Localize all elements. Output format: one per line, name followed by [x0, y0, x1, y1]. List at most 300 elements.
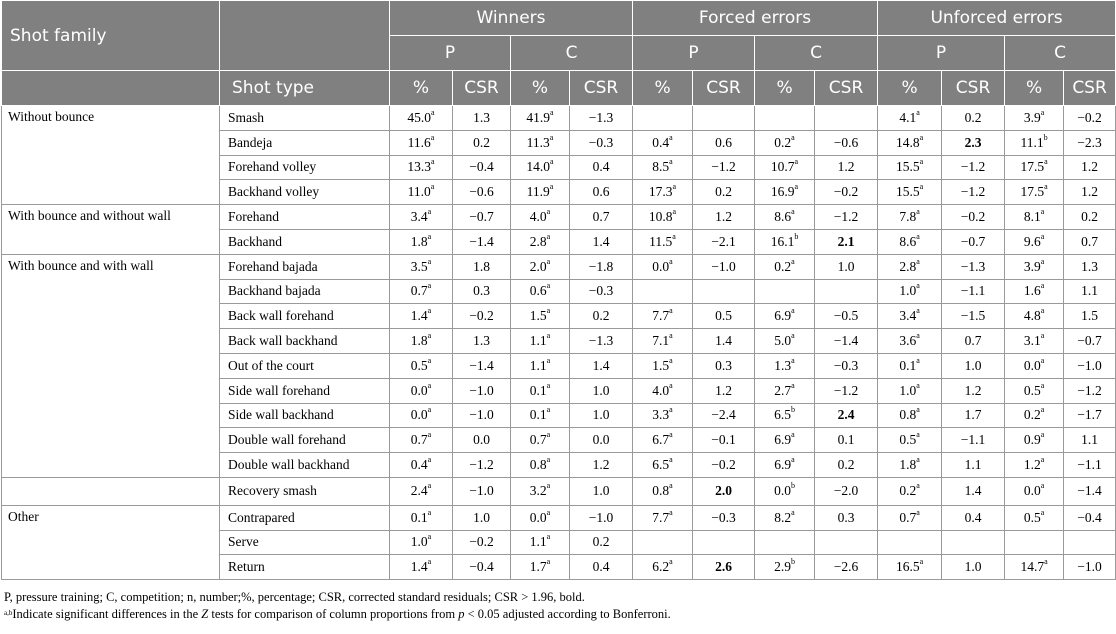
header-blank: [2, 71, 220, 106]
cell-value: 1.5: [1081, 308, 1098, 324]
cell-value: 0.2: [1081, 209, 1098, 225]
percent-cell: [633, 453, 693, 478]
cell-value: 0.0: [410, 407, 428, 423]
cell-value: 6.5: [652, 457, 670, 473]
cell-value: 1.2: [1081, 184, 1098, 200]
cell-value: 16.9: [770, 184, 795, 200]
cell-value: 15.5: [895, 184, 920, 200]
cell-value: −1.0: [469, 407, 494, 423]
percent-cell: [755, 453, 815, 478]
percent-cell: [390, 155, 453, 180]
percent-cell: [878, 155, 942, 180]
note-text-b: tests for comparison of column proportions from: [208, 607, 459, 622]
significance-letter: a: [669, 331, 673, 341]
percent-cell: [633, 530, 693, 555]
csr-cell: [1064, 555, 1116, 580]
percent-cell: [633, 353, 693, 378]
cell-value: 13.3: [407, 159, 432, 175]
winners-p-header: P: [390, 36, 511, 71]
cell-value: −0.2: [960, 209, 986, 225]
significance-letter: a: [431, 157, 435, 167]
percent-cell: [1005, 378, 1064, 403]
csr-cell: [1064, 477, 1116, 505]
cell-value: −0.5: [833, 308, 859, 324]
csr-cell: [815, 378, 878, 403]
significant-value: 2.4: [837, 407, 855, 423]
percent-cell: [878, 229, 942, 254]
cell-value: 0.2: [774, 134, 792, 150]
significance-letter: a: [1040, 355, 1045, 365]
percent-cell: [1005, 403, 1064, 428]
percent-cell: [1005, 254, 1064, 279]
cell-value: −1.4: [833, 333, 859, 349]
csr-cell: [453, 304, 511, 329]
metric-percent-header: %: [1005, 71, 1064, 106]
csr-cell: [693, 555, 755, 580]
csr-cell: [570, 428, 633, 453]
cell-value: 15.5: [895, 159, 920, 175]
percent-cell: [1005, 155, 1064, 180]
percent-cell: [390, 505, 453, 530]
cell-value: 1.1: [964, 457, 982, 473]
significance-letter: a: [546, 306, 551, 316]
percent-cell: [878, 403, 942, 428]
cell-value: 6.9: [774, 308, 792, 324]
csr-cell: [453, 205, 511, 230]
significance-letter: a: [549, 132, 554, 142]
cell-value: 0.3: [473, 283, 490, 299]
cell-value: 0.7: [410, 432, 428, 448]
metric-percent-header: %: [878, 71, 942, 106]
csr-cell: [1064, 106, 1116, 131]
cell-value: 0.0: [652, 258, 670, 274]
cell-value: 7.8: [899, 209, 917, 225]
cell-value: 0.1: [529, 382, 547, 398]
cell-value: 1.0: [410, 534, 428, 550]
cell-value: −1.2: [960, 159, 986, 175]
percent-cell: [633, 205, 693, 230]
winners-c-header: C: [511, 36, 633, 71]
significance-letter: a: [916, 507, 920, 517]
percent-cell: [633, 378, 693, 403]
significance-letter: a: [427, 355, 432, 365]
percent-cell: [390, 477, 453, 505]
significance-letter: a: [916, 107, 920, 117]
cell-value: 0.0: [410, 382, 428, 398]
significance-letter: a: [546, 557, 551, 567]
percent-cell: [511, 555, 570, 580]
csr-cell: [570, 304, 633, 329]
cell-value: −1.7: [1077, 407, 1102, 423]
forced-c-header: C: [755, 36, 878, 71]
significant-value: 2.1: [837, 233, 855, 249]
cell-value: 0.2: [837, 457, 855, 473]
cell-value: 0.0: [1023, 357, 1041, 373]
cell-value: 11.3: [526, 134, 550, 150]
shot-type-cell: Back wall forehand: [220, 304, 390, 329]
cell-value: −0.6: [833, 134, 859, 150]
percent-cell: [511, 403, 570, 428]
percent-cell: [755, 130, 815, 155]
significance-letter: a: [546, 481, 551, 491]
cell-value: −1.2: [711, 159, 736, 175]
percent-cell: [755, 229, 815, 254]
csr-cell: [815, 453, 878, 478]
percent-cell: [390, 403, 453, 428]
percent-cell: [511, 353, 570, 378]
significance-letter: a: [916, 331, 920, 341]
cell-value: −1.1: [960, 283, 986, 299]
significance-letter: a: [546, 507, 551, 517]
csr-cell: [693, 530, 755, 555]
percent-cell: [511, 155, 570, 180]
significance-letter: a: [427, 256, 432, 266]
cell-value: 1.2: [964, 382, 982, 398]
significance-letter: a: [430, 182, 435, 192]
percent-cell: [390, 378, 453, 403]
cell-value: 0.4: [652, 134, 670, 150]
note-z: Z: [201, 607, 209, 622]
note-text-c: < 0.05 adjusted according to Bonferroni.: [464, 607, 671, 622]
percent-cell: [755, 555, 815, 580]
percent-cell: [511, 106, 570, 131]
cell-value: −1.2: [469, 457, 494, 473]
percent-cell: [878, 378, 942, 403]
metric-csr-header: CSR: [570, 71, 633, 106]
csr-cell: [453, 353, 511, 378]
cell-value: 7.7: [652, 509, 670, 525]
cell-value: −1.0: [711, 258, 736, 274]
csr-cell: [1064, 353, 1116, 378]
significant-value: 2.0: [715, 483, 732, 499]
cell-value: 1.8: [410, 333, 428, 349]
cell-value: −1.3: [588, 333, 614, 349]
cell-value: 4.0: [652, 382, 670, 398]
csr-cell: [942, 304, 1005, 329]
table-row: [2, 505, 1116, 530]
cell-value: 1.6: [1023, 283, 1041, 299]
cell-value: −1.3: [588, 109, 614, 125]
cell-value: 0.2: [592, 534, 610, 550]
percent-cell: [633, 130, 693, 155]
csr-cell: [942, 378, 1005, 403]
significance-letter: b: [790, 405, 795, 415]
cell-value: 0.0: [1023, 483, 1041, 499]
csr-cell: [453, 477, 511, 505]
csr-cell: [693, 180, 755, 205]
csr-cell: [693, 378, 755, 403]
percent-cell: [755, 254, 815, 279]
cell-value: 2.0: [529, 258, 547, 274]
percent-cell: [633, 279, 693, 304]
significance-letter: a: [669, 157, 673, 167]
cell-value: 6.2: [652, 559, 670, 575]
significance-letter: a: [669, 507, 673, 517]
metric-csr-header: CSR: [453, 71, 511, 106]
cell-value: −0.3: [833, 357, 859, 373]
csr-cell: [942, 106, 1005, 131]
percent-cell: [511, 229, 570, 254]
cell-value: 0.5: [715, 308, 732, 324]
cell-value: 0.7: [592, 209, 610, 225]
percent-cell: [633, 229, 693, 254]
cell-value: 0.2: [774, 258, 792, 274]
significance-letter: a: [916, 355, 920, 365]
csr-cell: [942, 229, 1005, 254]
percent-cell: [511, 505, 570, 530]
percent-cell: [390, 530, 453, 555]
csr-cell: [1064, 279, 1116, 304]
cell-value: 6.7: [652, 432, 670, 448]
cell-value: 14.7: [1020, 559, 1045, 575]
shot-type-cell: Backhand volley: [220, 180, 390, 205]
percent-cell: [755, 505, 815, 530]
cell-value: 2.8: [529, 233, 547, 249]
percent-cell: [755, 279, 815, 304]
percent-cell: [633, 477, 693, 505]
csr-cell: [1064, 329, 1116, 354]
percent-cell: [878, 353, 942, 378]
cell-value: −0.1: [711, 432, 736, 448]
percent-cell: [390, 205, 453, 230]
shot-type-cell: Backhand bajada: [220, 279, 390, 304]
percent-cell: [511, 453, 570, 478]
cell-value: 1.2: [837, 159, 855, 175]
header-row-metrics: [2, 71, 1116, 106]
csr-cell: [815, 403, 878, 428]
significance-letter: a: [672, 231, 676, 241]
percent-cell: [390, 229, 453, 254]
percent-cell: [1005, 329, 1064, 354]
shot-type-cell: Backhand: [220, 229, 390, 254]
cell-value: 3.6: [899, 333, 917, 349]
metric-csr-header: CSR: [1064, 71, 1116, 106]
csr-cell: [570, 530, 633, 555]
percent-cell: [390, 106, 453, 131]
cell-value: 3.9: [1023, 258, 1041, 274]
significance-letter: a: [427, 455, 432, 465]
cell-value: 17.5: [1020, 184, 1045, 200]
significance-letter: a: [1040, 507, 1045, 517]
cell-value: 0.1: [529, 407, 547, 423]
significance-letter: a: [431, 107, 435, 117]
cell-value: 1.0: [592, 382, 610, 398]
csr-cell: [815, 555, 878, 580]
cell-value: 8.2: [774, 509, 792, 525]
percent-cell: [390, 254, 453, 279]
cell-value: 0.8: [529, 457, 547, 473]
percent-cell: [878, 505, 942, 530]
metric-csr-header: CSR: [942, 71, 1005, 106]
significance-letter: a: [1040, 331, 1045, 341]
percent-cell: [878, 205, 942, 230]
shot-family-cell: With bounce and without wall: [2, 205, 220, 255]
cell-value: 1.2: [715, 209, 732, 225]
percent-cell: [390, 329, 453, 354]
csr-cell: [570, 254, 633, 279]
csr-cell: [1064, 378, 1116, 403]
csr-cell: [693, 155, 755, 180]
cell-value: 7.1: [652, 333, 670, 349]
percent-cell: [511, 130, 570, 155]
cell-value: 0.7: [410, 283, 428, 299]
percent-cell: [1005, 180, 1064, 205]
significance-letter: a: [546, 405, 551, 415]
significance-letter: a: [916, 207, 920, 217]
cell-value: 1.0: [837, 258, 855, 274]
shot-type-cell: Side wall forehand: [220, 378, 390, 403]
percent-cell: [633, 304, 693, 329]
shot-type-cell: Contrapared: [220, 505, 390, 530]
cell-value: 11.6: [407, 134, 431, 150]
cell-value: 0.5: [1023, 509, 1041, 525]
csr-cell: [815, 304, 878, 329]
significance-letter: a: [916, 281, 920, 291]
csr-cell: [1064, 304, 1116, 329]
percent-cell: [878, 106, 942, 131]
cell-value: 2.4: [410, 483, 428, 499]
cell-value: 1.8: [473, 258, 490, 274]
shot-family-cell: With bounce and with wall: [2, 254, 220, 477]
significance-letter: a: [916, 231, 920, 241]
significance-letter: a: [546, 430, 551, 440]
metric-csr-header: CSR: [815, 71, 878, 106]
cell-value: −1.2: [960, 184, 986, 200]
cell-value: 0.8: [652, 483, 670, 499]
csr-cell: [453, 403, 511, 428]
cell-value: 14.8: [895, 134, 920, 150]
csr-cell: [693, 106, 755, 131]
cell-value: 0.1: [899, 357, 917, 373]
percent-cell: [1005, 304, 1064, 329]
csr-cell: [570, 205, 633, 230]
csr-cell: [570, 453, 633, 478]
cell-value: 3.5: [410, 258, 428, 274]
significance-letter: a: [916, 380, 920, 390]
cell-value: 1.8: [410, 233, 428, 249]
percent-cell: [390, 304, 453, 329]
percent-cell: [878, 130, 942, 155]
significance-letter: a: [427, 430, 432, 440]
csr-cell: [942, 180, 1005, 205]
csr-cell: [693, 353, 755, 378]
table-row: [2, 477, 1116, 505]
cell-value: −1.1: [1077, 457, 1102, 473]
csr-cell: [1064, 403, 1116, 428]
cell-value: 0.7: [899, 509, 917, 525]
significance-letter: a: [427, 557, 432, 567]
significance-letter: a: [1040, 107, 1045, 117]
cell-value: 1.3: [473, 333, 490, 349]
cell-value: 4.1: [899, 109, 917, 125]
significance-letter: a: [1040, 306, 1045, 316]
shot-type-cell: Side wall backhand: [220, 403, 390, 428]
percent-cell: [755, 106, 815, 131]
cell-value: 1.0: [964, 357, 982, 373]
header-spacer: [220, 1, 390, 71]
cell-value: 3.1: [1023, 333, 1041, 349]
header-row-groups: [2, 1, 1116, 36]
cell-value: 0.2: [473, 134, 490, 150]
percent-cell: [390, 453, 453, 478]
cell-value: 1.4: [410, 559, 428, 575]
significance-letter: a: [919, 182, 924, 192]
significance-letter: a: [794, 182, 799, 192]
csr-cell: [942, 530, 1005, 555]
cell-value: 1.5: [652, 357, 670, 373]
significance-note: [4, 606, 1116, 623]
csr-cell: [693, 279, 755, 304]
table-body: [2, 106, 1116, 580]
significance-letter: a: [1040, 380, 1045, 390]
significance-letter: a: [550, 157, 554, 167]
cell-value: 1.0: [964, 559, 982, 575]
cell-value: 11.0: [407, 184, 431, 200]
cell-value: 16.1: [770, 233, 795, 249]
cell-value: 0.3: [837, 509, 855, 525]
cell-value: −1.4: [469, 233, 494, 249]
cell-value: 0.5: [1023, 382, 1041, 398]
cell-value: 3.2: [529, 483, 547, 499]
csr-cell: [453, 378, 511, 403]
csr-cell: [570, 180, 633, 205]
percent-cell: [755, 378, 815, 403]
csr-cell: [942, 254, 1005, 279]
cell-value: 0.9: [1023, 432, 1041, 448]
note-text-a: Indicate significant differences in the: [12, 607, 202, 622]
percent-cell: [755, 353, 815, 378]
shot-type-cell: Double wall backhand: [220, 453, 390, 478]
csr-cell: [453, 530, 511, 555]
shot-family-cell: Without bounce: [2, 106, 220, 205]
csr-cell: [570, 505, 633, 530]
significance-letter: a: [794, 157, 799, 167]
results-table: [1, 0, 1116, 580]
csr-cell: [693, 254, 755, 279]
cell-value: 1.0: [899, 283, 917, 299]
significance-letter: a: [427, 281, 432, 291]
percent-cell: [633, 254, 693, 279]
metric-csr-header: CSR: [693, 71, 755, 106]
csr-cell: [570, 155, 633, 180]
csr-cell: [570, 229, 633, 254]
significance-letter: a: [1040, 231, 1045, 241]
cell-value: 0.0: [473, 432, 490, 448]
cell-value: −0.4: [469, 559, 494, 575]
unforced-p-header: P: [878, 36, 1005, 71]
percent-cell: [633, 155, 693, 180]
percent-cell: [511, 477, 570, 505]
cell-value: 0.2: [899, 483, 917, 499]
significance-letter: a: [546, 355, 551, 365]
significance-letter: a: [427, 405, 432, 415]
percent-cell: [390, 555, 453, 580]
csr-cell: [942, 428, 1005, 453]
cell-value: 1.1: [529, 333, 547, 349]
shot-type-header: Shot type: [220, 71, 390, 106]
cell-value: 1.4: [964, 483, 982, 499]
percent-cell: [633, 180, 693, 205]
significance-letter: a: [916, 481, 920, 491]
percent-cell: [511, 304, 570, 329]
cell-value: 1.1: [1081, 283, 1098, 299]
significance-letter: a: [791, 256, 795, 266]
cell-value: 3.9: [1023, 109, 1041, 125]
significance-letter: a: [791, 455, 795, 465]
significance-letter: a: [916, 455, 920, 465]
cell-value: −1.3: [960, 258, 986, 274]
csr-cell: [1064, 428, 1116, 453]
